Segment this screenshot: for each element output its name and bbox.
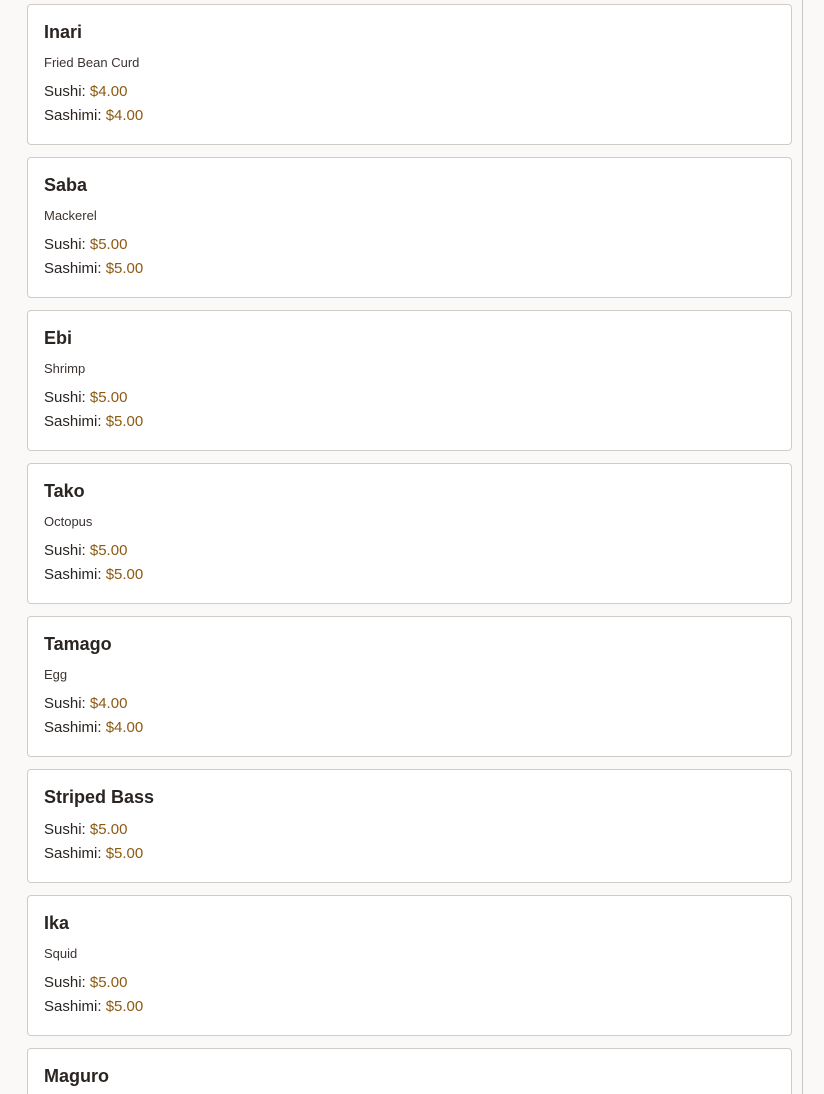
item-name: Tamago <box>44 634 112 654</box>
item-description: Squid <box>44 946 78 961</box>
sushi-price-row <box>44 971 775 995</box>
item-name: Ebi <box>44 328 73 348</box>
sashimi-label: Sashimi: <box>44 260 102 277</box>
sashimi-label: Sashimi: <box>44 719 102 736</box>
sushi-price-row <box>44 692 775 716</box>
sashimi-price-row <box>44 842 775 866</box>
sashimi-price-row <box>44 104 775 128</box>
sashimi-label: Sashimi: <box>44 413 102 430</box>
sashimi-price: $5.00 <box>105 413 144 430</box>
sushi-price: $4.00 <box>89 695 128 712</box>
sashimi-price-row <box>44 563 775 587</box>
price-list <box>44 386 775 434</box>
price-list <box>44 971 775 1019</box>
sashimi-price: $5.00 <box>105 566 144 583</box>
item-description: Egg <box>44 667 68 682</box>
item-description: Mackerel <box>44 208 97 223</box>
menu-item-card[interactable] <box>27 616 792 757</box>
scrollbar-track-divider <box>802 0 803 1094</box>
sushi-price-row <box>44 539 775 563</box>
sushi-label: Sushi: <box>44 389 86 406</box>
sushi-price-row <box>44 80 775 104</box>
sushi-price-row <box>44 386 775 410</box>
item-description: Fried Bean Curd <box>44 55 140 70</box>
sushi-label: Sushi: <box>44 974 86 991</box>
menu-item-card[interactable] <box>27 1048 792 1094</box>
sushi-price: $5.00 <box>89 236 128 253</box>
sashimi-price: $5.00 <box>105 260 144 277</box>
price-list <box>44 233 775 281</box>
item-name: Striped Bass <box>44 787 155 807</box>
sushi-price-row <box>44 233 775 257</box>
sushi-price: $5.00 <box>89 974 128 991</box>
price-list <box>44 80 775 128</box>
sashimi-price-row <box>44 257 775 281</box>
price-list <box>44 818 775 866</box>
sashimi-price-row <box>44 995 775 1019</box>
sashimi-price-row <box>44 410 775 434</box>
menu-item-card[interactable] <box>27 463 792 604</box>
sushi-label: Sushi: <box>44 542 86 559</box>
sushi-label: Sushi: <box>44 821 86 838</box>
sashimi-price: $5.00 <box>105 998 144 1015</box>
menu-item-card[interactable] <box>27 895 792 1036</box>
sashimi-label: Sashimi: <box>44 845 102 862</box>
sashimi-price: $4.00 <box>105 719 144 736</box>
sushi-price-row <box>44 818 775 842</box>
item-name: Tako <box>44 481 85 501</box>
sashimi-price: $4.00 <box>105 107 144 124</box>
item-name: Maguro <box>44 1066 109 1086</box>
sashimi-label: Sashimi: <box>44 107 102 124</box>
menu-item-list <box>27 4 792 1094</box>
menu-item-card[interactable] <box>27 4 792 145</box>
item-name: Saba <box>44 175 88 195</box>
sushi-price: $5.00 <box>89 821 128 838</box>
item-name: Inari <box>44 22 83 42</box>
sushi-price: $4.00 <box>89 83 128 100</box>
sushi-label: Sushi: <box>44 236 86 253</box>
menu-item-card[interactable] <box>27 769 792 883</box>
price-list <box>44 539 775 587</box>
sushi-price: $5.00 <box>89 389 128 406</box>
item-name: Ika <box>44 913 70 933</box>
sashimi-label: Sashimi: <box>44 566 102 583</box>
sashimi-price: $5.00 <box>105 845 144 862</box>
sushi-price: $5.00 <box>89 542 128 559</box>
sashimi-label: Sashimi: <box>44 998 102 1015</box>
menu-item-card[interactable] <box>27 310 792 451</box>
price-list <box>44 692 775 740</box>
sushi-label: Sushi: <box>44 83 86 100</box>
sushi-label: Sushi: <box>44 695 86 712</box>
item-description: Octopus <box>44 514 93 529</box>
sashimi-price-row <box>44 716 775 740</box>
menu-item-card[interactable] <box>27 157 792 298</box>
item-description: Shrimp <box>44 361 86 376</box>
